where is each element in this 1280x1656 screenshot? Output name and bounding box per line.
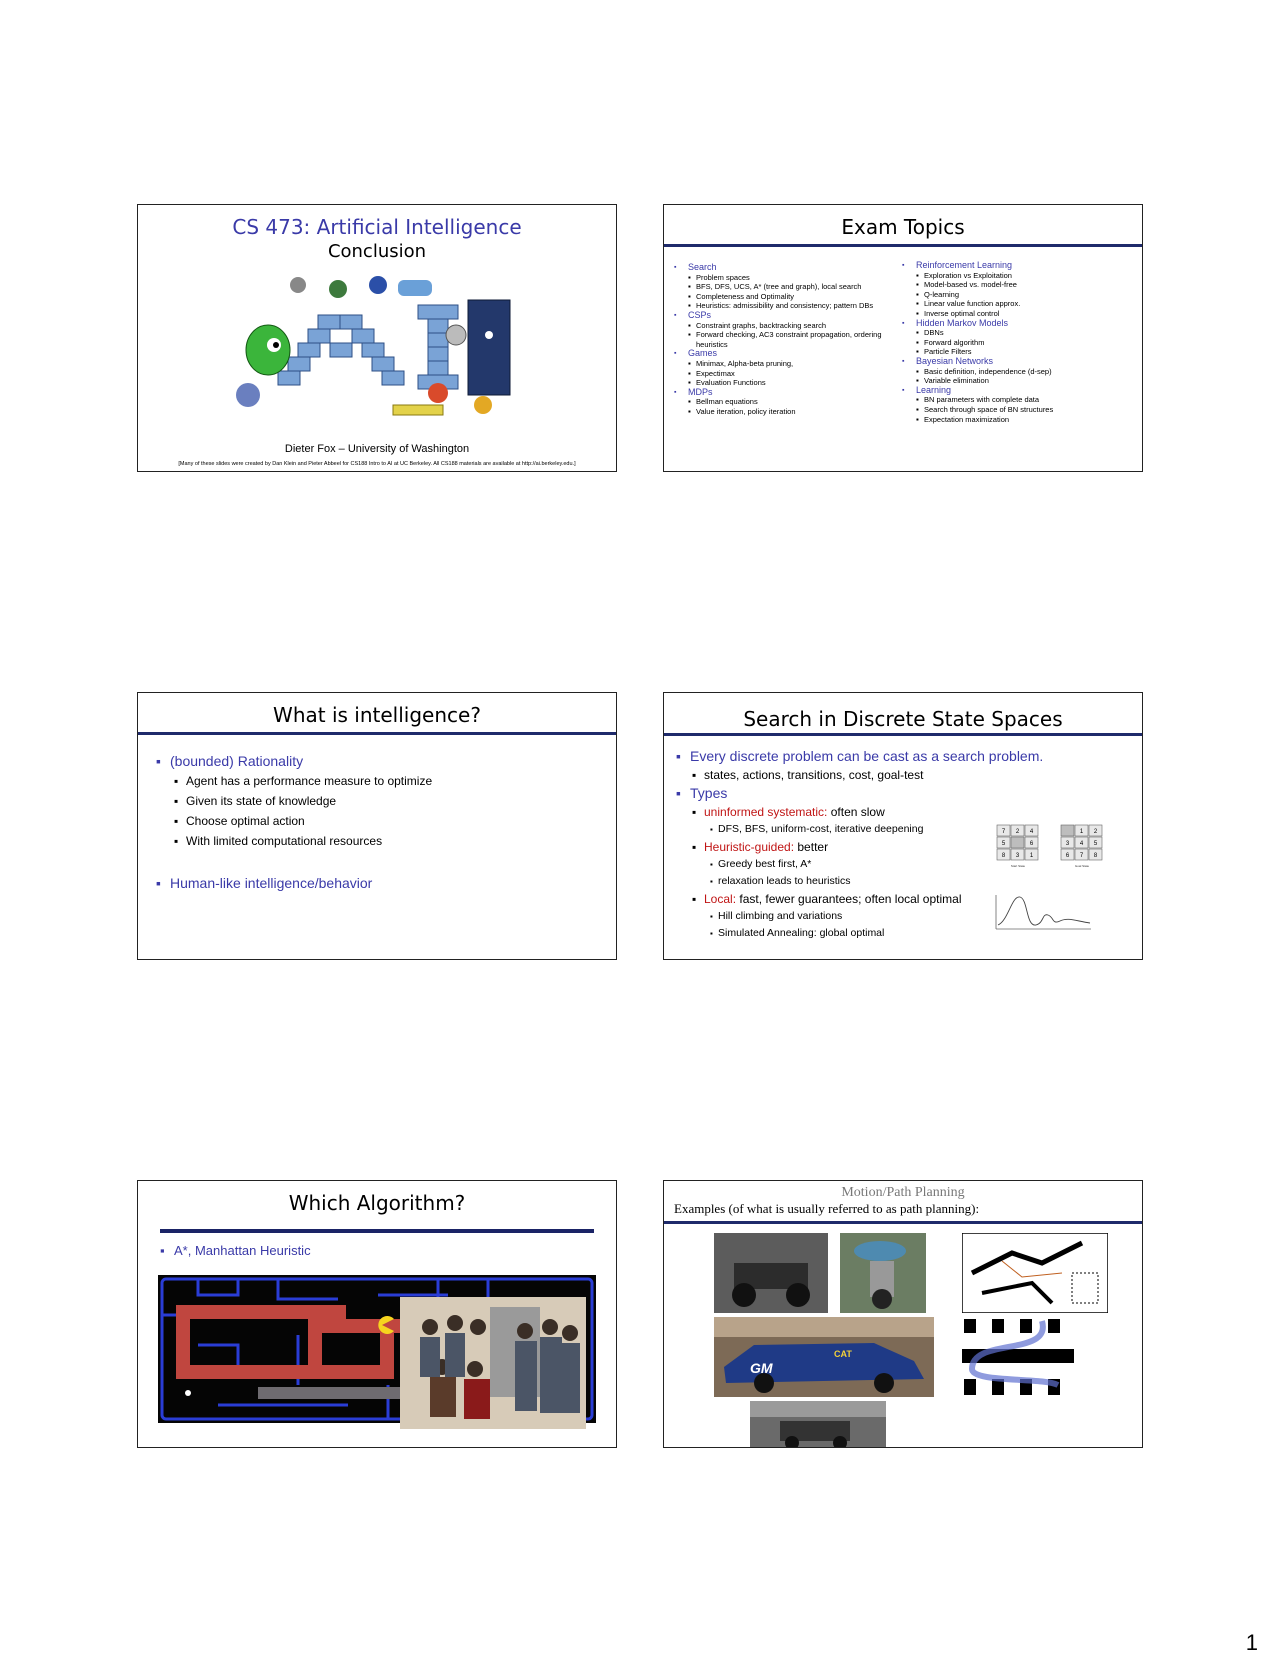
sub-bullet: ▪ With limited computational resources — [174, 831, 432, 851]
title-rule — [664, 733, 1142, 736]
bullet-astar: ▪ A*, Manhattan Heuristic — [160, 1243, 311, 1258]
title-rule — [138, 732, 616, 735]
topic-csps: ▪ CSPs ▪ Constraint graphs, backtracking search ▪ Forward checking, AC3 constraint propagation, ordering heuristics — [674, 311, 904, 349]
puzzle-tile-number: 4 — [1079, 841, 1084, 847]
slide-1-credit: [Many of these slides were created by Dan Klein and Pieter Abbeel for CS188 Intro to AI at UC Berkeley. All CS188 materials are available at http://ai.berkeley.edu.] — [178, 461, 576, 467]
sub-bullet: ▪ states, actions, transitions, cost, goal-test — [692, 766, 986, 784]
type-heuristic: ▪ Heuristic-guided: better ▪ Greedy best first, A* ▪ relaxation leads to heuristics — [692, 838, 986, 890]
bullet-types: ▪ Types — [676, 784, 986, 803]
slide-1-title: CS 473: Artificial Intelligence — [232, 215, 522, 239]
sub-bullet: ▪ Given its state of knowledge — [174, 791, 432, 811]
sub-bullet: ▪ Choose optimal action — [174, 811, 432, 831]
rover-robot-photo — [714, 1233, 828, 1313]
puzzle-goal-label: Goal State — [1074, 864, 1090, 868]
slide-2-title: Exam Topics — [841, 215, 965, 239]
title-rule — [160, 1229, 594, 1233]
puzzle-tile-number: 6 — [1029, 841, 1034, 847]
topic-hmm: ▪ Hidden Markov Models ▪ DBNs ▪ Forward algorithm ▪ Particle Filters — [902, 319, 1137, 357]
local-optima-curve-figure — [986, 891, 1096, 936]
topic-search: ▪ Search ▪ Problem spaces ▪ BFS, DFS, UCS, A* (tree and graph), local search ▪ Completeness and Optimality ▪ Heuristics: admissibility and consistency; pattern DBs — [674, 263, 904, 311]
ai-robots-illustration — [138, 275, 617, 435]
parking-map-figure — [962, 1233, 1108, 1313]
puzzle-tile-number: 1 — [1029, 853, 1034, 859]
parking-maneuver-figure — [962, 1317, 1074, 1397]
exam-topics-left — [674, 263, 904, 417]
slide-3 — [137, 692, 617, 960]
slide-6-title: Motion/Path Planning — [841, 1185, 965, 1200]
bullet-human-like: ▪ Human-like intelligence/behavior — [156, 873, 432, 893]
topic-rl: ▪ Reinforcement Learning ▪ Exploration vs Exploitation ▪ Model-based vs. model-free ▪ Q-learning ▪ Linear value function approx. ▪ Inverse optimal control — [902, 261, 1137, 319]
puzzle-tile-number: 3 — [1065, 841, 1070, 847]
puzzle-tile-number: 4 — [1029, 829, 1034, 835]
topic-games: ▪ Games ▪ Minimax, Alpha-beta pruning, ▪ Expectimax ▪ Evaluation Functions — [674, 349, 904, 387]
type-uninformed: ▪ uninformed systematic: often slow ▪ DFS, BFS, uniform-cost, iterative deepening — [692, 803, 986, 838]
puzzle-tile-number: 5 — [1001, 841, 1006, 847]
eight-puzzle-figure — [992, 821, 1122, 871]
puzzle-tile-number: 8 — [1093, 853, 1098, 859]
slide-6-subtitle: Examples (of what is usually referred to as path planning): — [674, 1201, 980, 1216]
puzzle-tile-number: 5 — [1093, 841, 1098, 847]
slide-2 — [663, 204, 1143, 472]
group-photo — [400, 1297, 586, 1429]
puzzle-tile-number: 1 — [1079, 829, 1084, 835]
gm-logo-text: GM — [750, 1360, 773, 1376]
puzzle-tile-number: 6 — [1065, 853, 1070, 859]
title-rule — [664, 1221, 1142, 1224]
segway-robot-photo — [840, 1233, 926, 1313]
slide-6 — [663, 1180, 1143, 1448]
gm-car-photo — [714, 1317, 934, 1397]
title-rule — [664, 244, 1142, 247]
topic-bn: ▪ Bayesian Networks ▪ Basic definition, independence (d-sep) ▪ Variable elimination — [902, 357, 1137, 386]
slide-1 — [137, 204, 617, 472]
page-number: 1 — [1245, 1630, 1258, 1655]
exam-topics-right — [902, 261, 1137, 424]
ai-blocks-label: AI — [468, 295, 469, 296]
bullet-rationality: ▪ (bounded) Rationality — [156, 751, 432, 771]
slide-1-subtitle: Conclusion — [327, 241, 427, 262]
topic-learning: ▪ Learning ▪ BN parameters with complete data ▪ Search through space of BN structures ▪ Expectation maximization — [902, 386, 1137, 424]
cat-logo-text: CAT — [834, 1349, 852, 1359]
puzzle-start-grid — [997, 825, 1038, 860]
bullet-discrete-problem: ▪ Every discrete problem can be cast as a search problem. — [676, 747, 986, 766]
puzzle-tile-number: 3 — [1015, 853, 1020, 859]
puzzle-tile-number: 7 — [1079, 853, 1084, 859]
slide-5-title: Which Algorithm? — [288, 1191, 466, 1215]
sub-bullet: ▪ Agent has a performance measure to optimize — [174, 771, 432, 791]
offroad-vehicle-photo — [750, 1401, 886, 1448]
puzzle-tile — [1061, 825, 1074, 836]
topic-mdps: ▪ MDPs ▪ Bellman equations ▪ Value iteration, policy iteration — [674, 388, 904, 417]
slide-5 — [137, 1180, 617, 1448]
type-local: ▪ Local: fast, fewer guarantees; often local optimal ▪ Hill climbing and variations ▪ Simulated Annealing: global optimal — [692, 890, 986, 942]
slide-4-title: Search in Discrete State Spaces — [743, 707, 1063, 731]
puzzle-start-label: Start State — [1010, 864, 1026, 868]
slide-4 — [663, 692, 1143, 960]
puzzle-tile-number: 2 — [1093, 829, 1098, 835]
slide-3-title: What is intelligence? — [273, 703, 481, 727]
puzzle-goal-grid — [1061, 825, 1102, 860]
puzzle-tile-number: 7 — [1001, 829, 1006, 835]
puzzle-tile-number: 8 — [1001, 853, 1006, 859]
puzzle-tile-number: 2 — [1015, 829, 1020, 835]
puzzle-tile — [1011, 837, 1024, 848]
intelligence-list — [156, 751, 432, 893]
slide-1-author: Dieter Fox – University of Washington — [284, 443, 470, 455]
